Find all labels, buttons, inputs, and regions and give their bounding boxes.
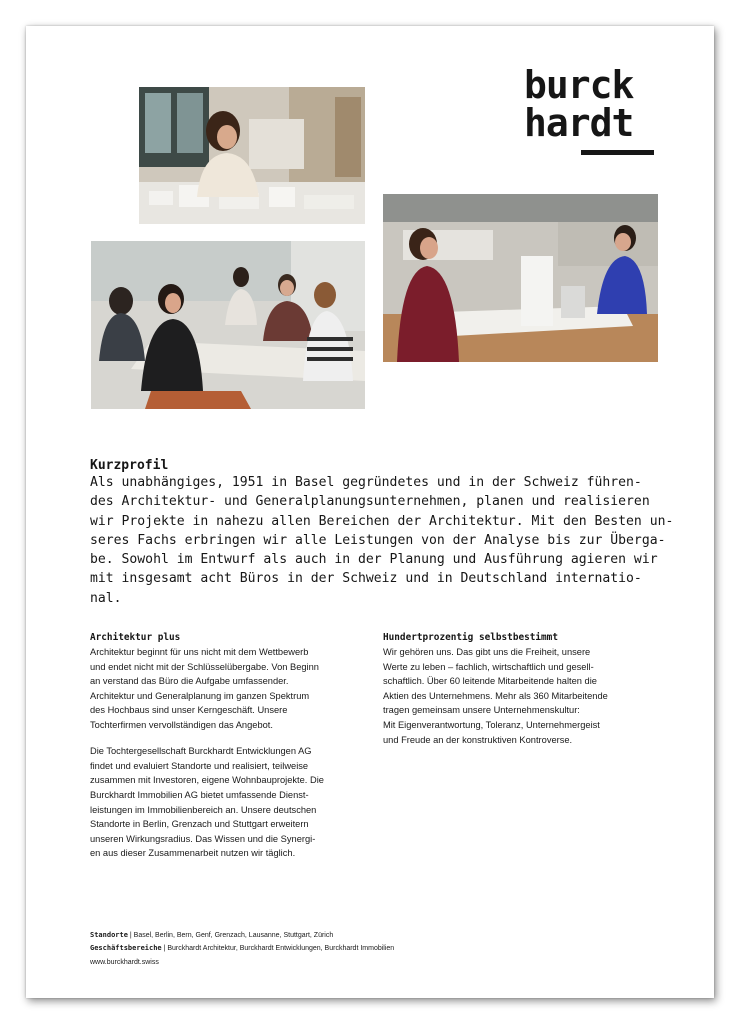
photo-model-building-image — [139, 87, 365, 224]
text-line: Mit Eigenverantwortung, Toleranz, Unternehmergeist — [383, 719, 600, 730]
footer-website[interactable]: www.burckhardt.swiss — [90, 958, 159, 966]
text-line: Tochterfirmen vervollständigen das Angebot. — [90, 719, 273, 730]
text-line: unseren Wirkungsradius. Das Wissen und die Synergi- — [90, 833, 316, 844]
section-architektur-plus — [90, 631, 365, 873]
logo-line-1: burck — [524, 63, 634, 107]
text-line: an verstand das Büro die Aufgabe umfassender. — [90, 676, 289, 687]
text-line: des Hochbaus sind unser Kerngeschäft. Unsere — [90, 705, 288, 716]
section-title: Hundertprozentig selbstbestimmt — [383, 632, 558, 643]
intro-text — [90, 473, 674, 608]
text-line: Burckhardt Immobilien AG bietet umfassende Dienst- — [90, 790, 309, 801]
intro-line: mit insgesamt acht Büros in der Schweiz und in Deutschland internatio- — [90, 571, 642, 587]
text-line: Die Tochtergesellschaft Burckhardt Entwicklungen AG — [90, 746, 312, 757]
footer — [90, 929, 394, 969]
footer-bereiche-value: | Burckhardt Architektur, Burckhardt Entwicklungen, Burckhardt Immobilien — [161, 945, 395, 953]
text-line: en aus dieser Zusammenarbeit nutzen wir täglich. — [90, 848, 296, 859]
intro-line: nal. — [90, 590, 122, 606]
footer-standorte-label: Standorte — [90, 931, 128, 939]
text-line: tragen gemeinsam unsere Unternehmenskultur: — [383, 705, 580, 716]
footer-geschaeftsbereiche — [90, 942, 394, 955]
section-title: Architektur plus — [90, 632, 181, 643]
photo-team-meeting — [91, 241, 365, 409]
intro-line: des Architektur- und Generalplanungsunternehmen, planen und realisieren — [90, 494, 650, 510]
photo-team-meeting-image — [91, 241, 365, 409]
logo-line-2: hardt — [524, 101, 634, 145]
intro-line: wir Projekte in nahezu allen Bereichen der Architektur. Mit den Besten un- — [90, 513, 674, 529]
text-line: Wir gehören uns. Das gibt uns die Freiheit, unsere — [383, 647, 591, 657]
text-line: Werte zu leben – fachlich, wirtschaftlich und gesell- — [383, 661, 594, 672]
photo-woman-building-model — [139, 87, 365, 224]
text-line: findet und evaluiert Standorte und realisiert, teilweise — [90, 760, 309, 771]
text-line: schaftlich. Über 60 leitende Mitarbeitende halten die — [383, 676, 597, 687]
text-line: Standorte in Berlin, Grenzach und Stuttgart erweitern — [90, 819, 309, 830]
footer-standorte — [90, 929, 394, 942]
section-paragraph — [90, 645, 365, 733]
document-page — [26, 26, 714, 998]
footer-bereiche-label: Geschäftsbereiche — [90, 944, 162, 953]
section-paragraph — [90, 744, 365, 861]
burckhardt-logo — [524, 63, 660, 145]
section-hundertprozentig — [383, 631, 658, 759]
intro-title: Kurzprofil — [90, 458, 169, 473]
text-line: Architektur beginnt für uns nicht mit dem Wettbewerb — [90, 647, 309, 657]
intro-line: seres Fachs erbringen wir alle Leistungen von der Analyse bis zur Überga- — [90, 532, 666, 548]
section-paragraph — [383, 645, 658, 747]
text-line: Aktien des Unternehmens. Mehr als 360 Mitarbeitende — [383, 690, 608, 701]
intro-line: be. Sowohl im Entwurf als auch in der Planung und Ausführung agieren wir — [90, 552, 658, 568]
text-line: zusammen mit Investoren, eigene Wohnbauprojekte. Die — [90, 775, 324, 786]
text-line: und Freude an der konstruktiven Kontroverse. — [383, 734, 573, 745]
photo-model-review-image — [383, 194, 658, 362]
logo-underline — [581, 150, 654, 155]
text-line: leistungen im Immobilienbereich an. Unsere deutschen — [90, 804, 317, 815]
text-line: und endet nicht mit der Schlüsselübergabe. Von Beginn — [90, 661, 319, 672]
text-line: Architektur und Generalplanung im ganzen Spektrum — [90, 690, 310, 701]
intro-line: Als unabhängiges, 1951 in Basel gegründetes und in der Schweiz führen- — [90, 475, 642, 490]
photo-model-review — [383, 194, 658, 362]
footer-standorte-value: | Basel, Berlin, Bern, Genf, Grenzach, Lausanne, Stuttgart, Zürich — [127, 932, 334, 939]
